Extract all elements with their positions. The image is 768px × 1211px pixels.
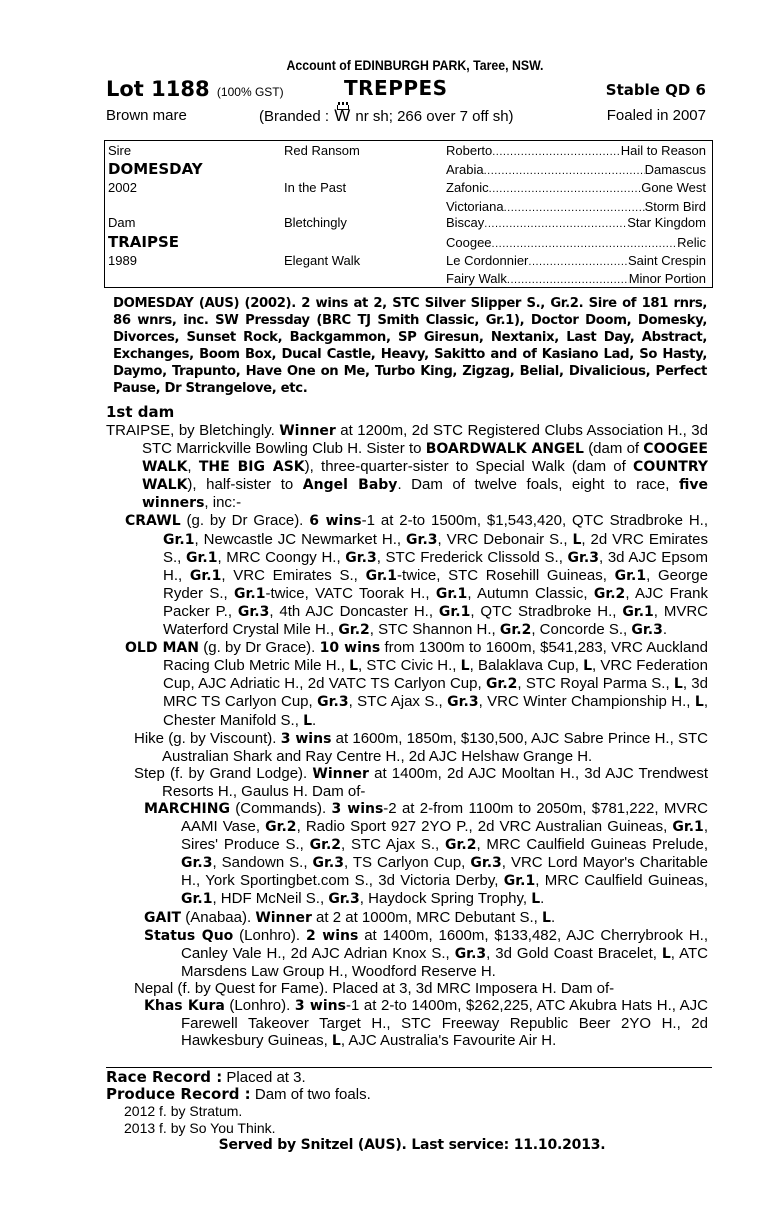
text: ), half-sister to <box>187 476 303 494</box>
dot-leader <box>489 179 642 198</box>
text: . <box>311 711 317 729</box>
text: -2 at 2-from 1100m to 2050m, $781,222, MVRC AAMI Vase, <box>181 799 708 836</box>
text: , VRC Federation Cup, AJC Adriatic H., 2d VATC TS Carlyon Cup, <box>163 657 708 693</box>
race-record-label: Race Record : <box>106 1068 223 1086</box>
bold-text: Gr.2 <box>593 585 626 602</box>
produce-entry <box>106 800 708 909</box>
produce-entry <box>106 980 708 997</box>
lot-row <box>106 75 712 103</box>
bold-text: Gr.1 <box>503 873 536 890</box>
bold-text: Gr.2 <box>485 676 518 693</box>
ancestor-sire: Damascus <box>644 162 706 177</box>
ancestor-sire: Relic <box>677 235 706 250</box>
text: , Sandown S., <box>212 854 313 872</box>
bold-text: five winners <box>142 477 708 512</box>
brand-description <box>259 103 514 130</box>
ancestor: Fairy Walk <box>446 271 507 286</box>
bold-text: Gr.1 <box>435 585 468 602</box>
text: , Haydock Spring Trophy, <box>359 890 532 908</box>
produce-entry <box>106 512 708 639</box>
catalogue-page-header <box>106 55 712 129</box>
dam-label: Dam <box>108 215 136 230</box>
brand-letter: W <box>334 106 351 125</box>
text: . <box>550 908 556 926</box>
dam-summary <box>106 422 708 512</box>
text: Hike (g. by Viscount). <box>134 729 281 747</box>
text: , inc:- <box>204 494 242 512</box>
dam-granddam-line <box>446 234 706 253</box>
text: -twice, VATC Toorak H., <box>265 584 436 602</box>
dam-dam-sire-line <box>446 252 706 271</box>
bold-text: Gr.2 <box>265 819 297 836</box>
text: , VRC Debonair S., <box>437 530 573 548</box>
race-record <box>106 1069 712 1086</box>
bold-text: BOARDWALK ANGEL <box>425 441 584 458</box>
bold-text: Gr.3 <box>317 694 349 711</box>
text: , Chester Manifold S., <box>163 693 708 729</box>
brand-suffix: nr sh; 266 over 7 off sh) <box>355 108 514 125</box>
bold-text: Gr.3 <box>631 622 663 639</box>
lot-label: Lot 1188 <box>106 77 210 101</box>
bold-text: L <box>583 658 593 675</box>
bold-text: L <box>673 676 683 693</box>
sex-colour: Brown mare <box>106 107 187 124</box>
dot-leader <box>507 270 629 289</box>
horse-name: TREPPES <box>344 76 448 100</box>
text: , VRC Emirates S., <box>221 566 366 584</box>
text: ), three-quarter-sister to Special Walk (dam of <box>304 458 634 476</box>
text: at 1600m, 1850m, $130,500, AJC Sabre Prince H., STC Australian Shark and Ray Centre H., 2d AJC Helshaw Grange H. <box>162 729 708 765</box>
text: , MRC Caulfield Guineas, <box>535 872 708 890</box>
bold-text: Gr.1 <box>365 567 398 584</box>
brand-prefix: (Branded : <box>259 108 330 125</box>
bold-text: L <box>694 694 704 711</box>
produce-entry <box>106 730 708 765</box>
ancestor: Biscay <box>446 215 485 230</box>
sire-granddam-line <box>446 161 706 180</box>
text: , HDF McNeil S., <box>212 890 329 908</box>
bold-text: CRAWL <box>125 513 181 530</box>
bold-text: Gr.3 <box>345 549 377 566</box>
text: (g. by Dr Grace). <box>180 512 310 530</box>
foaled-year: Foaled in 2007 <box>606 107 706 124</box>
bold-text: L <box>542 909 551 926</box>
bold-text: MARCHING <box>144 800 230 817</box>
text: (Lonhro). <box>233 926 306 944</box>
bold-text: Gr.1 <box>181 891 213 908</box>
sire-label: Sire <box>108 143 132 158</box>
ancestor-sire: Saint Crespin <box>627 253 706 268</box>
bold-text: Gr.3 <box>237 603 270 620</box>
text: , STC Frederick Clissold S., <box>376 548 568 566</box>
bold-text: 6 wins <box>309 513 362 530</box>
crown-icon <box>337 105 349 110</box>
bold-text: Gr.3 <box>181 855 213 872</box>
text: , STC Ajax S., <box>348 693 448 711</box>
text: , STC Royal Parma S., <box>517 675 674 693</box>
bold-text: L <box>349 658 358 675</box>
dam-grandsire-line <box>446 214 706 233</box>
bold-text: Winner <box>312 765 369 782</box>
ancestor: Victoriana <box>446 199 504 214</box>
bold-text: Gr.1 <box>672 819 704 836</box>
bold-text: Gr.1 <box>186 549 218 566</box>
text: , Radio Sport 927 2YO P., 2d VRC Australian Guineas, <box>296 818 673 836</box>
bold-text: Angel Baby <box>302 477 398 494</box>
vendor-account: Account of EDINBURGH PARK, Taree, NSW. <box>286 57 544 73</box>
gst-note: (100% GST) <box>216 85 284 99</box>
bold-text: OLD MAN <box>125 640 199 657</box>
text: (Anabaa). <box>181 908 256 926</box>
text: Step (f. by Grand Lodge). <box>134 764 313 782</box>
sire-dam-sire-line <box>446 179 706 198</box>
text: at 1400m, 1600m, $133,482, AJC Cherrybrook H., Canley Vale H., 2d AJC Adrian Knox S., <box>181 926 709 962</box>
bold-text: Gr.3 <box>454 945 487 962</box>
produce-record-label: Produce Record : <box>106 1085 251 1103</box>
sire-year: 2002 <box>108 180 137 195</box>
produce-entry <box>106 765 708 800</box>
bold-text: Gr.2 <box>445 837 477 854</box>
dam-name: TRAIPSE <box>108 233 180 251</box>
sire-sire: Red Ransom <box>284 143 360 158</box>
bold-text: GAIT <box>144 909 182 926</box>
bold-text: THE BIG ASK <box>198 459 305 476</box>
first-dam-heading: 1st dam <box>106 403 175 421</box>
bold-text: Gr.1 <box>163 531 195 548</box>
text: Nepal (f. by Quest for Fame). Placed at 3, 3d MRC Imposera H. Dam of- <box>134 979 615 997</box>
bold-text: 3 wins <box>280 730 332 747</box>
service-note: Served by Snitzel (AUS). Last service: 11.10.2013. <box>218 1137 606 1153</box>
bold-text: L <box>331 1033 341 1050</box>
text: (g. by Dr Grace). <box>198 639 320 657</box>
text: , MRC Coongy H., <box>217 548 346 566</box>
dam-sire: Bletchingly <box>284 215 347 230</box>
text: , MVRC Waterford Crystal Mile H., <box>163 602 709 639</box>
bold-text: Gr.2 <box>338 622 370 639</box>
bold-text: 3 wins <box>331 800 384 817</box>
produce-entry <box>106 639 708 729</box>
produce-entry <box>106 909 708 927</box>
bold-text: Gr.3 <box>447 694 479 711</box>
bold-text: Gr.2 <box>309 837 342 854</box>
bold-text: L <box>460 658 470 675</box>
text: from 1300m to 1600m, $541,283, VRC Auckland Racing Club Metric Mile H., <box>163 639 708 675</box>
text: , 3d Gold Coast Bracelet, <box>486 944 662 962</box>
foal-entry: 2012 f. by Stratum. <box>124 1103 243 1119</box>
first-dam-section <box>106 402 708 1050</box>
text: , Balaklava Cup, <box>469 657 584 675</box>
ancestor-sire: Storm Bird <box>644 199 706 214</box>
text: , 2d VRC Emirates S., <box>163 530 708 566</box>
text: -twice, STC Rosehill Guineas, <box>397 566 615 584</box>
text: (dam of <box>583 440 644 458</box>
produce-entry <box>106 997 708 1050</box>
text: -1 at 2-to 1500m, $1,543,420, QTC Stradbroke H., <box>361 512 708 530</box>
bold-text: Gr.3 <box>406 531 438 548</box>
ancestor-sire: Minor Portion <box>628 271 706 286</box>
bold-text: Status Quo <box>144 927 234 944</box>
bold-text: Winner <box>255 909 312 926</box>
bold-text: COOGEE WALK <box>142 441 708 476</box>
bold-text: Gr.1 <box>189 567 222 584</box>
bold-text: Gr.3 <box>470 855 502 872</box>
bold-text: L <box>531 891 541 908</box>
dam-dam: Elegant Walk <box>284 253 361 268</box>
text: at 1400m, 2d AJC Mooltan H., 3d AJC Trendwest Resorts H., Gaulus H. Dam of- <box>162 764 709 800</box>
dam-year: 1989 <box>108 253 137 268</box>
text: , Newcastle JC Newmarket H., <box>194 530 407 548</box>
bold-text: L <box>303 712 312 729</box>
text: , 4th AJC Doncaster H., <box>269 602 439 620</box>
sire-grandsire-line <box>446 142 706 161</box>
bold-text: Gr.1 <box>622 603 654 620</box>
text: . Dam of twelve foals, eight to race, <box>397 476 679 494</box>
text: TRAIPSE, by Bletchingly. <box>106 422 280 439</box>
text: (Lonhro). <box>224 997 295 1014</box>
text: , Autumn Classic, <box>467 584 594 602</box>
bold-text: L <box>572 531 582 548</box>
text: , STC Ajax S., <box>341 836 446 854</box>
sire-dam: In the Past <box>284 180 347 195</box>
text: , 3d MRC TS Carlyon Cup, <box>163 675 708 711</box>
ancestor: Zafonic <box>446 180 489 195</box>
text: , TS Carlyon Cup, <box>343 854 471 872</box>
text: , George Ryder S., <box>163 566 708 602</box>
produce-record <box>106 1086 712 1103</box>
text: , STC Civic H., <box>358 657 461 675</box>
bold-text: 2 wins <box>305 927 359 944</box>
dot-leader <box>528 252 628 271</box>
crown-w-brand-icon <box>333 103 351 129</box>
text: , VRC Lord Mayor's Charitable H., York Sportingbet.com S., 3d Victoria Derby, <box>181 854 708 890</box>
bold-text: Gr.1 <box>614 567 647 584</box>
dot-leader <box>484 161 645 180</box>
bold-text: Gr.3 <box>312 855 344 872</box>
ancestor: Roberto <box>446 143 493 158</box>
bold-text: Gr.3 <box>567 549 599 566</box>
text: at 2 at 1000m, MRC Debutant S., <box>311 908 543 926</box>
text: , ATC Marsdens Law Group H., Woodford Reserve H. <box>181 944 708 980</box>
text: , Concorde S., <box>531 621 632 639</box>
text: , MRC Caulfield Guineas Prelude, <box>476 836 709 854</box>
dot-leader <box>492 234 678 253</box>
ancestor: Arabia <box>446 162 484 177</box>
produce-list <box>106 422 708 1050</box>
dam-dam-dam-line <box>446 270 706 289</box>
bold-text: L <box>661 945 671 962</box>
records-footer <box>106 1069 712 1154</box>
text: (Commands). <box>229 799 332 817</box>
text: at 1200m, 2d STC Registered Clubs Association H., 3d STC Marrickville Bowling Club H. Sister to <box>142 422 708 458</box>
bold-text: Khas Kura <box>144 998 225 1014</box>
text: , AJC Australia's Favourite Air H. <box>340 1032 557 1050</box>
text: , <box>187 458 199 476</box>
bold-text: 3 wins <box>294 998 346 1014</box>
dot-leader <box>492 142 620 161</box>
ancestor-sire: Star Kingdom <box>627 215 706 230</box>
text: -1 at 2-to 1400m, $262,225, ATC Akubra Hats H., AJC Farewell Takeover Target H., STC Freeway Republic Beer 2YO H., 2d Hawkesbury Guineas, <box>181 997 709 1050</box>
stable-location: Stable QD 6 <box>605 81 706 99</box>
pedigree-table <box>104 140 713 288</box>
foal-entry: 2013 f. by So You Think. <box>124 1120 276 1136</box>
bold-text: 10 wins <box>319 640 381 657</box>
bold-text: Gr.1 <box>234 585 266 602</box>
bold-text: COUNTRY WALK <box>142 459 709 494</box>
text: . <box>540 890 545 908</box>
produce-record-value: Dam of two foals. <box>254 1086 371 1103</box>
ancestor-sire: Gone West <box>641 180 706 195</box>
lot-number <box>106 75 284 106</box>
sire-name: DOMESDAY <box>108 160 203 178</box>
text: , 3d AJC Epsom H., <box>163 548 708 584</box>
sire-summary: DOMESDAY (AUS) (2002). 2 wins at 2, STC Silver Slipper S., Gr.2. Sire of 181 rnrs, 86 wnrs, inc. SW Pressday (BRC TJ Smith Classic, Gr.1), Doctor Doom, Domesky, Divorces, Sunset Rock, Backgammon, SP Giresun, Nextanix, Last Day, Abstract, Exchanges, Boom Box, Ducal Castle, Heavy, Sakitto and of Kasiano Lad, So Hasty, Daymo, Trapunto, Have One on Me, Turbo King, Zigzag, Belial, Divalicious, Perfect Pause, Dr Strangelove, etc. <box>113 296 707 396</box>
dot-leader <box>484 214 627 233</box>
ancestor: Coogee <box>446 235 492 250</box>
bold-text: Gr.1 <box>438 603 471 620</box>
text: . <box>662 621 668 639</box>
bold-text: Winner <box>279 423 336 439</box>
race-record-value: Placed at 3. <box>226 1069 306 1086</box>
text: , STC Shannon H., <box>369 621 500 639</box>
text: , VRC Winter Championship H., <box>478 693 695 711</box>
text: , Sires' Produce S., <box>181 818 708 854</box>
ancestor: Le Cordonnier <box>446 253 529 268</box>
text: , AJC Frank Packer P., <box>163 584 708 620</box>
produce-entry <box>106 927 708 980</box>
bold-text: Gr.2 <box>499 622 532 639</box>
ancestor-sire: Hail to Reason <box>620 143 706 158</box>
text: , QTC Stradbroke H., <box>470 602 623 620</box>
bold-text: Gr.3 <box>328 891 360 908</box>
horse-details-row <box>106 103 712 129</box>
